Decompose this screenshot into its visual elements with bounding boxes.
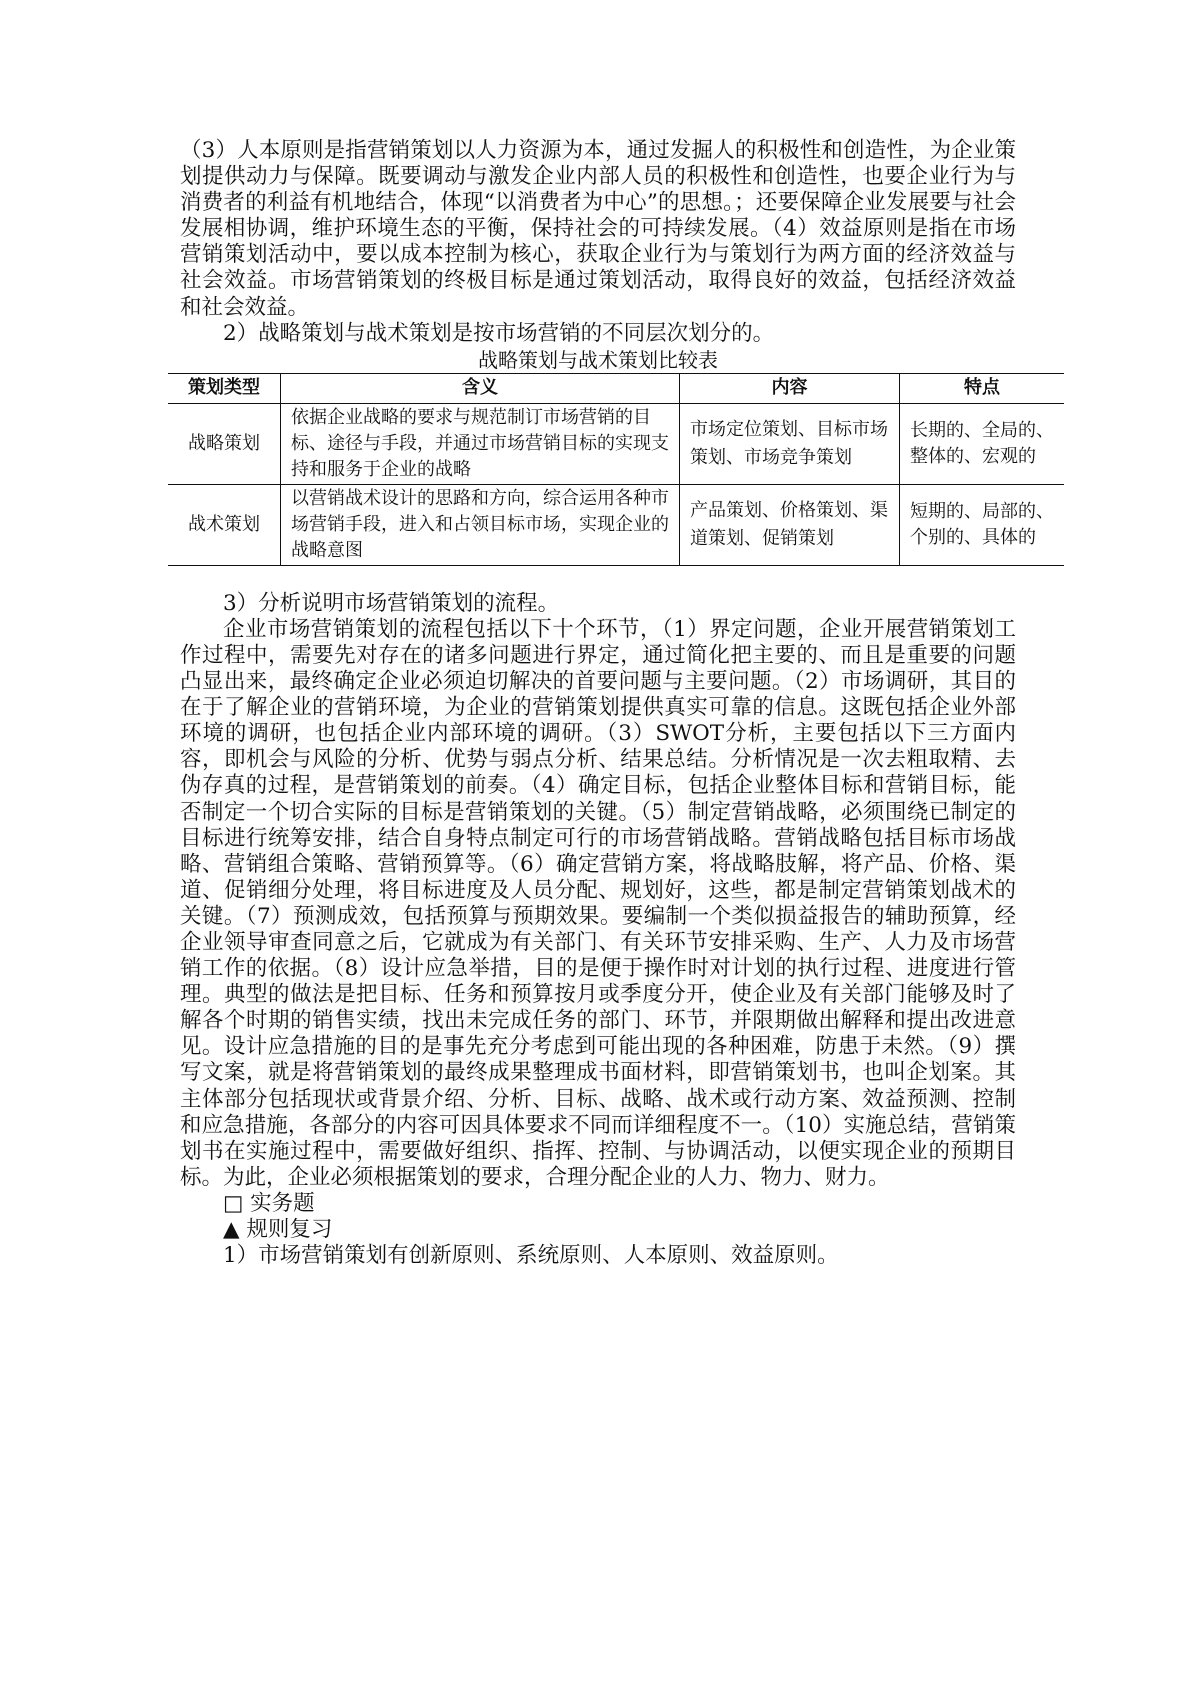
table-row	[168, 484, 1064, 565]
paragraph-levels: 2）战略策划与战术策划是按市场营销的不同层次划分的。	[223, 320, 775, 346]
spacer	[180, 566, 1016, 591]
table-caption: 战略策划与战术策划比较表	[478, 347, 718, 372]
header-type: 策划类型	[168, 373, 281, 403]
paragraph-principles: （3）人本原则是指营销策划以人力资源为本，通过发掘人的积极性和创造性，为企业策划提供动力与保障。既要调动与激发企业内部人员的积极性和创造性，也要企业行为与消费者的利益有机地结合，体现“以消费者为中心”的思想。；还要保障企业发展要与社会发展相协调，维护环境生态的平衡，保持社会的可持续发展。（4）效益原则是指在市场营销策划活动中，要以成本控制为核心，获取企业行为与策划行为两方面的经济效益与社会效益。市场营销策划的终极目标是通过策划活动，取得良好的效益，包括经济效益和社会效益。	[180, 138, 1016, 320]
cell-features: 短期的、局部的、个别的、具体的	[900, 484, 1065, 565]
section-practice-heading: □ 实务题	[223, 1190, 315, 1216]
paragraph-process-heading: 3）分析说明市场营销策划的流程。	[223, 590, 560, 616]
paragraph-process-body: 企业市场营销策划的流程包括以下十个环节，（1）界定问题，企业开展营销策划工作过程中，需要先对存在的诸多问题进行界定，通过简化把主要的、而且是重要的问题凸显出来，最终确定企业必须迫切解决的首要问题与主要问题。（2）市场调研，其目的在于了解企业的营销环境，为企业的营销策划提供真实可靠的信息。这既包括企业外部环境的调研，也包括企业内部环境的调研。（3）SWOT分析，主要包括以下三方面内容，即机会与风险的分析、优势与弱点分析、结果总结。分析情况是一次去粗取精、去伪存真的过程，是营销策划的前奏。（4）确定目标，包括企业整体目标和营销目标，能否制定一个切合实际的目标是营销策划的关键。（5）制定营销战略，必须围绕已制定的目标进行统筹安排，结合自身特点制定可行的市场营销战略。营销战略包括目标市场战略、营销组合策略、营销预算等。（6）确定营销方案，将战略肢解，将产品、价格、渠道、促销细分处理，将目标进度及人员分配、规划好，这些，都是制定营销策划战术的关键。（7）预测成效，包括预算与预期效果。要编制一个类似损益报告的辅助预算，经企业领导审查同意之后，它就成为有关部门、有关环节安排采购、生产、人力及市场营销工作的依据。（8）设计应急举措，目的是便于操作时对计划的执行过程、进度进行管理。典型的做法是把目标、任务和预算按月或季度分开，使企业及有关部门能够及时了解各个时期的销售实绩，找出未完成任务的部门、环节，并限期做出解释和提出改进意见。设计应急措施的目的是事先充分考虑到可能出现的各种困难，防患于未然。（9）撰写文案，就是将营销策划的最终成果整理成书面材料，即营销策划书，也叫企划案。其主体部分包括现状或背景介绍、分析、目标、战略、战术或行动方案、效益预测、控制和应急措施，各部分的内容可因具体要求不同而详细程度不一。（10）实施总结，营销策划书在实施过程中，需要做好组织、指挥、控制、与协调活动，以便实现企业的预期目标。为此，企业必须根据策划的要求，合理分配企业的人力、物力、财力。	[180, 616, 1016, 1190]
cell-meaning: 依据企业战略的要求与规范制订市场营销的目标、途径与手段，并通过市场营销目标的实现支持和服务于企业的战略	[281, 403, 680, 484]
cell-features: 长期的、全局的、整体的、宏观的	[900, 403, 1065, 484]
header-content: 内容	[680, 373, 900, 403]
header-meaning: 含义	[281, 373, 680, 403]
section-rules-review: ▲ 规则复习	[223, 1217, 333, 1242]
cell-content: 市场定位策划、目标市场策划、市场竞争策划	[680, 403, 900, 484]
table-row	[168, 403, 1064, 484]
table-header-row	[168, 373, 1064, 403]
comparison-table	[168, 373, 1064, 566]
paragraph-rule-1: 1）市场营销策划有创新原则、系统原则、人本原则、效益原则。	[223, 1243, 839, 1269]
cell-content: 产品策划、价格策划、渠道策划、促销策划	[680, 484, 900, 565]
header-features: 特点	[900, 373, 1065, 403]
cell-type: 战略策划	[168, 403, 281, 484]
cell-type: 战术策划	[168, 484, 281, 565]
cell-meaning: 以营销战术设计的思路和方向，综合运用各种市场营销手段，进入和占领目标市场，实现企业的战略意图	[281, 484, 680, 565]
document-page	[180, 138, 1054, 1269]
